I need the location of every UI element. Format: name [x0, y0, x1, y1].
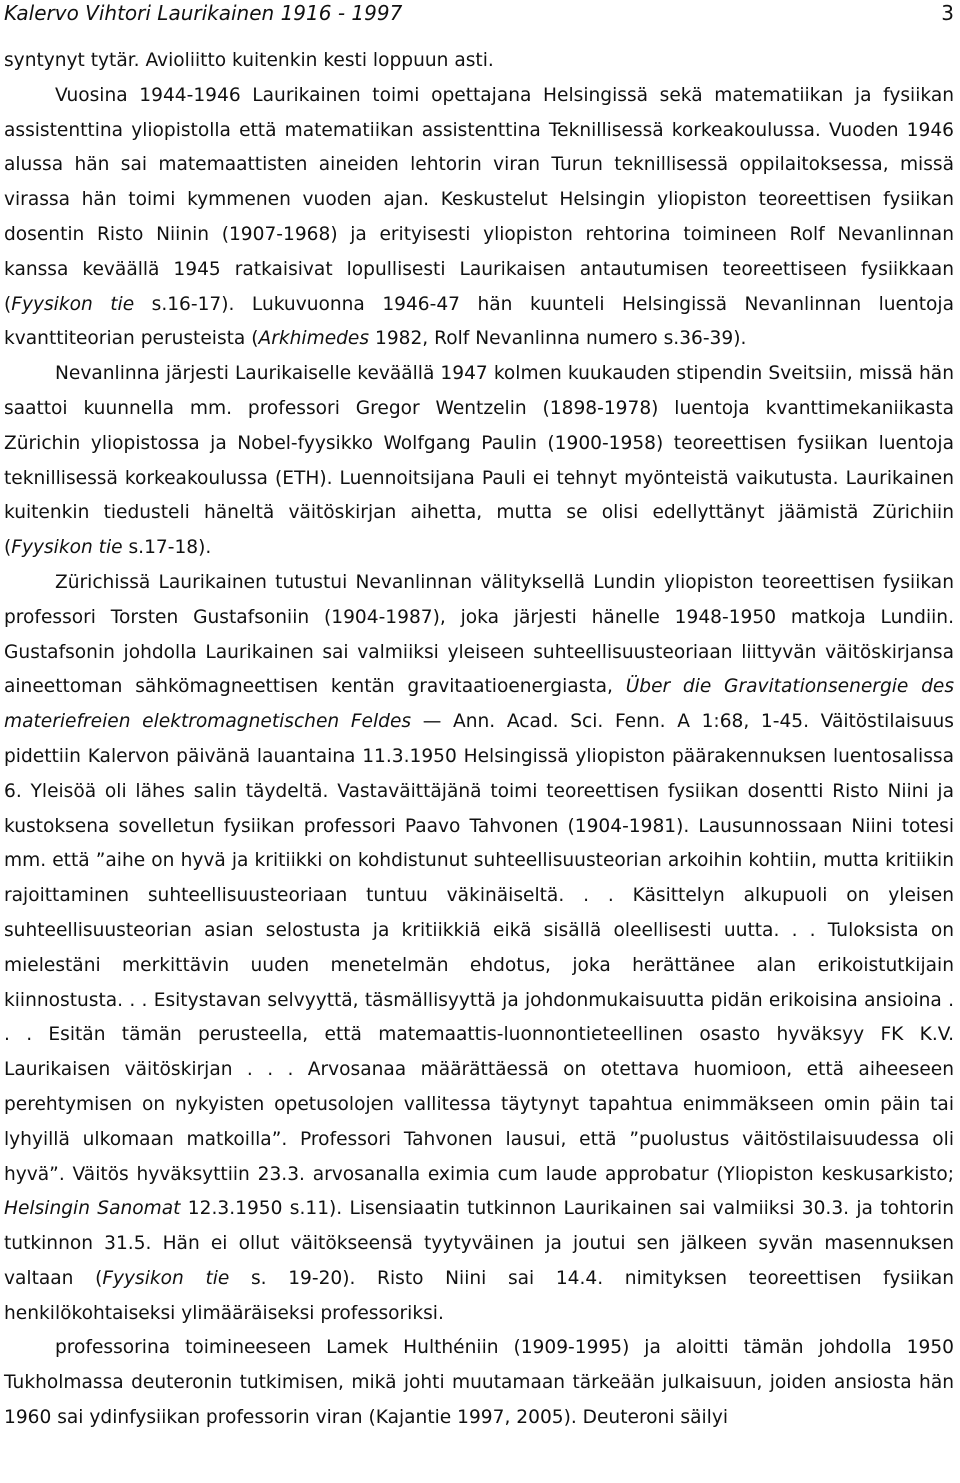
paragraph	[4, 566, 954, 1332]
italic-text: Arkhimedes	[258, 328, 370, 350]
paragraph	[4, 357, 954, 566]
italic-text: Helsingin Sanomat	[4, 1198, 181, 1220]
text-run: s.16-17). Lukuvuonna 1946-47 hän kuunteli Helsingissä Nevanlinnan luentoja kvanttiteorian perusteista (	[4, 293, 954, 350]
text-run: professorina toimineeseen Lamek Hulthéniin (1909-1995) ja aloitti tämän johdolla 1950 Tukholmassa deuteronin tutkimisen, mikä johti muutamaan tärkeään julkaisuun, joiden ansiosta hän 1960 sai ydinfysiikan professorin viran (Kajantie 1997, 2005). Deuteroni säilyi	[4, 1337, 954, 1429]
italic-text: Fyysikon tie	[102, 1267, 230, 1289]
italic-text: Fyysikon tie	[11, 293, 135, 315]
italic-text: Fyysikon tie	[11, 537, 123, 559]
text-run: Zürichissä Laurikainen tutustui Nevanlinnan välityksellä Lundin yliopiston teoreettisen fysiikan professori Torsten Gustafsoniin (1904-1987), joka järjesti hänelle 1948-1950 matkoja Lundiin. Gustafsonin johdolla Laurikainen sai valmiiksi yleiseen suhteellisuusteoriaan liittyvän väitöskirjansa aineettoman sähkömagneettisen kentän gravitaatioenergiasta,	[4, 571, 954, 698]
italic-text: Über die Gravitationsenergie des materiefreien elektromagnetischen Feldes	[4, 676, 955, 733]
text-run: Vuosina 1944-1946 Laurikainen toimi opettajana Helsingissä sekä matematiikan ja fysiikan assistenttina yliopistolla että matematiikan assistenttina Teknillisessä korkeakoulussa. Vuoden 1946 alussa hän sai matemaattisten aineiden lehtorin viran Turun teknillisessä oppilaitoksessa, missä virassa hän toimi kymmenen vuoden ajan. Keskustelut Helsingin yliopiston teoreettisen fysiikan dosentin Risto Niinin (1907-1968) ja erityisesti yliopiston rehtorina toimineen Rolf Nevanlinnan kanssa keväällä 1945 ratkaisivat lopullisesti Laurikaisen antautumisen teoreettiseen fysiikkaan (	[4, 84, 954, 315]
paragraph	[4, 44, 954, 79]
paragraph	[4, 79, 954, 357]
text-run: 1982, Rolf Nevanlinna numero s.36-39).	[369, 328, 747, 350]
text-run: s.17-18).	[122, 537, 212, 559]
text-run: syntynyt tytär. Avioliitto kuitenkin kesti loppuun asti.	[4, 50, 494, 71]
text-run: Nevanlinna järjesti Laurikaiselle keväällä 1947 kolmen kuukauden stipendin Sveitsiin, missä hän saattoi kuunnella mm. professori Gregor Wentzelin (1898-1978) luentoja kvanttimekaniikasta Zürichin yliopistossa ja Nobel-fyysikko Wolfgang Paulin (1900-1958) teoreettisen fysiikan luentoja teknillisessä korkeakoulussa (ETH). Luennoitsijana Pauli ei tehnyt myönteistä vaikutusta. Laurikainen kuitenkin tiedusteli häneltä väitöskirjan aihetta, mutta se olisi edellyttänyt jäämistä Zürichiin (	[4, 363, 954, 559]
text-run: 12.3.1950 s.11). Lisensiaatin tutkinnon Laurikainen sai valmiiksi 30.3. ja tohtorin tutkinnon 31.5. Hän ei ollut väitökseensä tyytyväinen ja joutui sen jälkeen syvän masennuksen valtaan (	[4, 1198, 954, 1289]
running-title: Kalervo Vihtori Laurikainen 1916 - 1997	[4, 1, 403, 25]
paragraph	[4, 1331, 954, 1435]
text-run: — Ann. Acad. Sci. Fenn. A 1:68, 1-45. Väitöstilaisuus pidettiin Kalervon päivänä lauantaina 11.3.1950 Helsingissä yliopiston päärakennuksen luentosalissa 6. Yleisöä oli lähes salin täydeltä. Vastaväittäjänä toimi teoreettisen fysiikan dosentti Risto Niini ja kustoksena sovelletun fysiikan professori Paavo Tahvonen (1904-1981). Lausunnossaan Niini totesi mm. että ”aihe on hyvä ja kritiikki on kohdistunut suhteellisuusteorian arkoihin kohtiin, mutta kritiikin rajoittaminen suhteellisuusteoriaan tuntuu väkinäiseltä. . . Käsittelyn alkupuoli on yleisen suhteellisuusteorian asian selostusta ja kritiikkiä eikä sisällä oleellisesti uutta. . . Tuloksista on mielestäni merkittävin uuden menetelmän ehdotus, joka herättänee alan erikoistutkijain kiinnostusta. . . Esitystavan selvyyttä, täsmällisyyttä ja johdonmukaisuutta pidän erikoisina ansioina . . . Esitän tämän perusteella, että matemaattis-luonnontieteellinen osasto hyväksyy FK K.V. Laurikaisen väitöskirjan . . . Arvosanaa määrättäessä on otettava huomioon, että aiheeseen perehtymisen on nykyisten opetusolojen vallitessa täytynyt tapahtua enimmäkseen omin päin tai lyhyillä ulkomaan matkoilla”. Professori Tahvonen lausui, että ”puolustus väitöstilaisuudessa oli hyvä”. Väitös hyväksyttiin 23.3. arvosanalla eximia cum laude approbatur (Yliopiston keskusarkisto;	[4, 711, 954, 1185]
document-page	[4, 0, 954, 1436]
body-text	[4, 44, 954, 1436]
text-run: s. 19-20). Risto Niini sai 14.4. nimityksen teoreettisen fysiikan henkilökohtaiseksi ylimääräiseksi professoriksi.	[4, 1267, 955, 1324]
running-header	[4, 0, 954, 44]
page-number: 3	[941, 1, 954, 25]
